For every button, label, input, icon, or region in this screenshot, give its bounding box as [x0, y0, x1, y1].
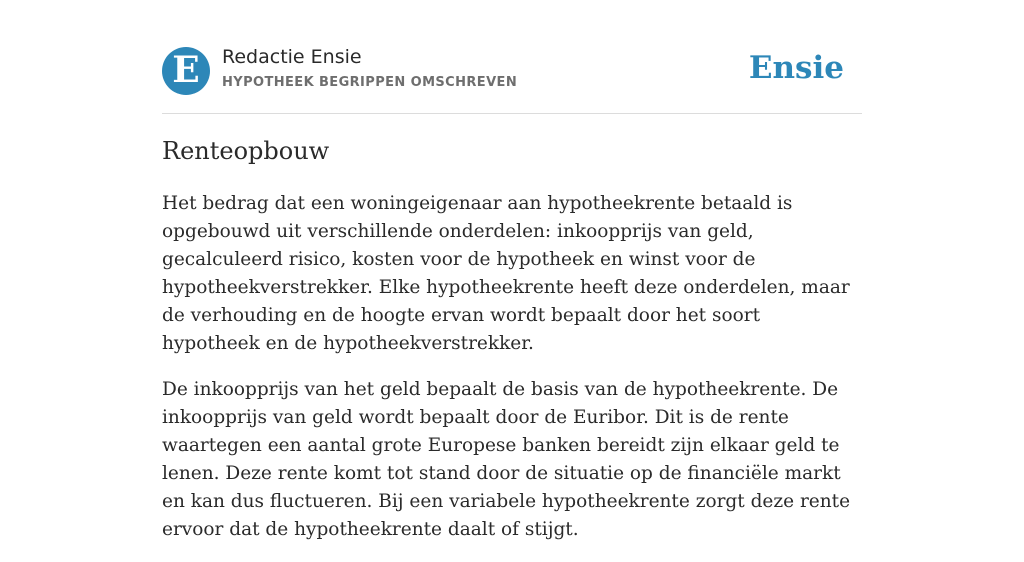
- author-name[interactable]: Redactie Ensie: [222, 46, 362, 68]
- avatar[interactable]: [162, 47, 210, 95]
- paragraph: De inkoopprijs van het geld bepaalt de basis van de hypotheekrente. De inkoopprijs van geld wordt bepaalt door de Euribor. Dit is de rente waartegen een aantal grote Europese banken bereidt zijn elkaar geld te lenen. Deze rente komt tot stand door de situatie op de financiële markt en kan dus fluctueren. Bij een variabele hypotheekrente zorgt deze rente ervoor dat de hypotheekrente daalt of stijgt.: [162, 379, 851, 540]
- article-container: [162, 0, 862, 540]
- avatar-letter: E: [172, 49, 200, 91]
- brand-logo[interactable]: Ensie: [748, 50, 844, 86]
- paragraph: Het bedrag dat een woningeigenaar aan hypotheekrente betaald is opgebouwd uit verschillende onderdelen: inkoopprijs van geld, gecalculeerd risico, kosten voor de hypotheek en winst voor de hypotheekverstrekker. Elke hypotheekrente heeft deze onderdelen, maar de verhouding en de hoogte ervan wordt bepaalt door het soort hypotheek en de hypotheekverstrekker.: [162, 193, 850, 354]
- article-header: [162, 0, 862, 114]
- page-title: Renteopbouw: [162, 137, 330, 165]
- category-label[interactable]: HYPOTHEEK BEGRIPPEN OMSCHREVEN: [222, 75, 518, 90]
- article-body: [162, 190, 862, 562]
